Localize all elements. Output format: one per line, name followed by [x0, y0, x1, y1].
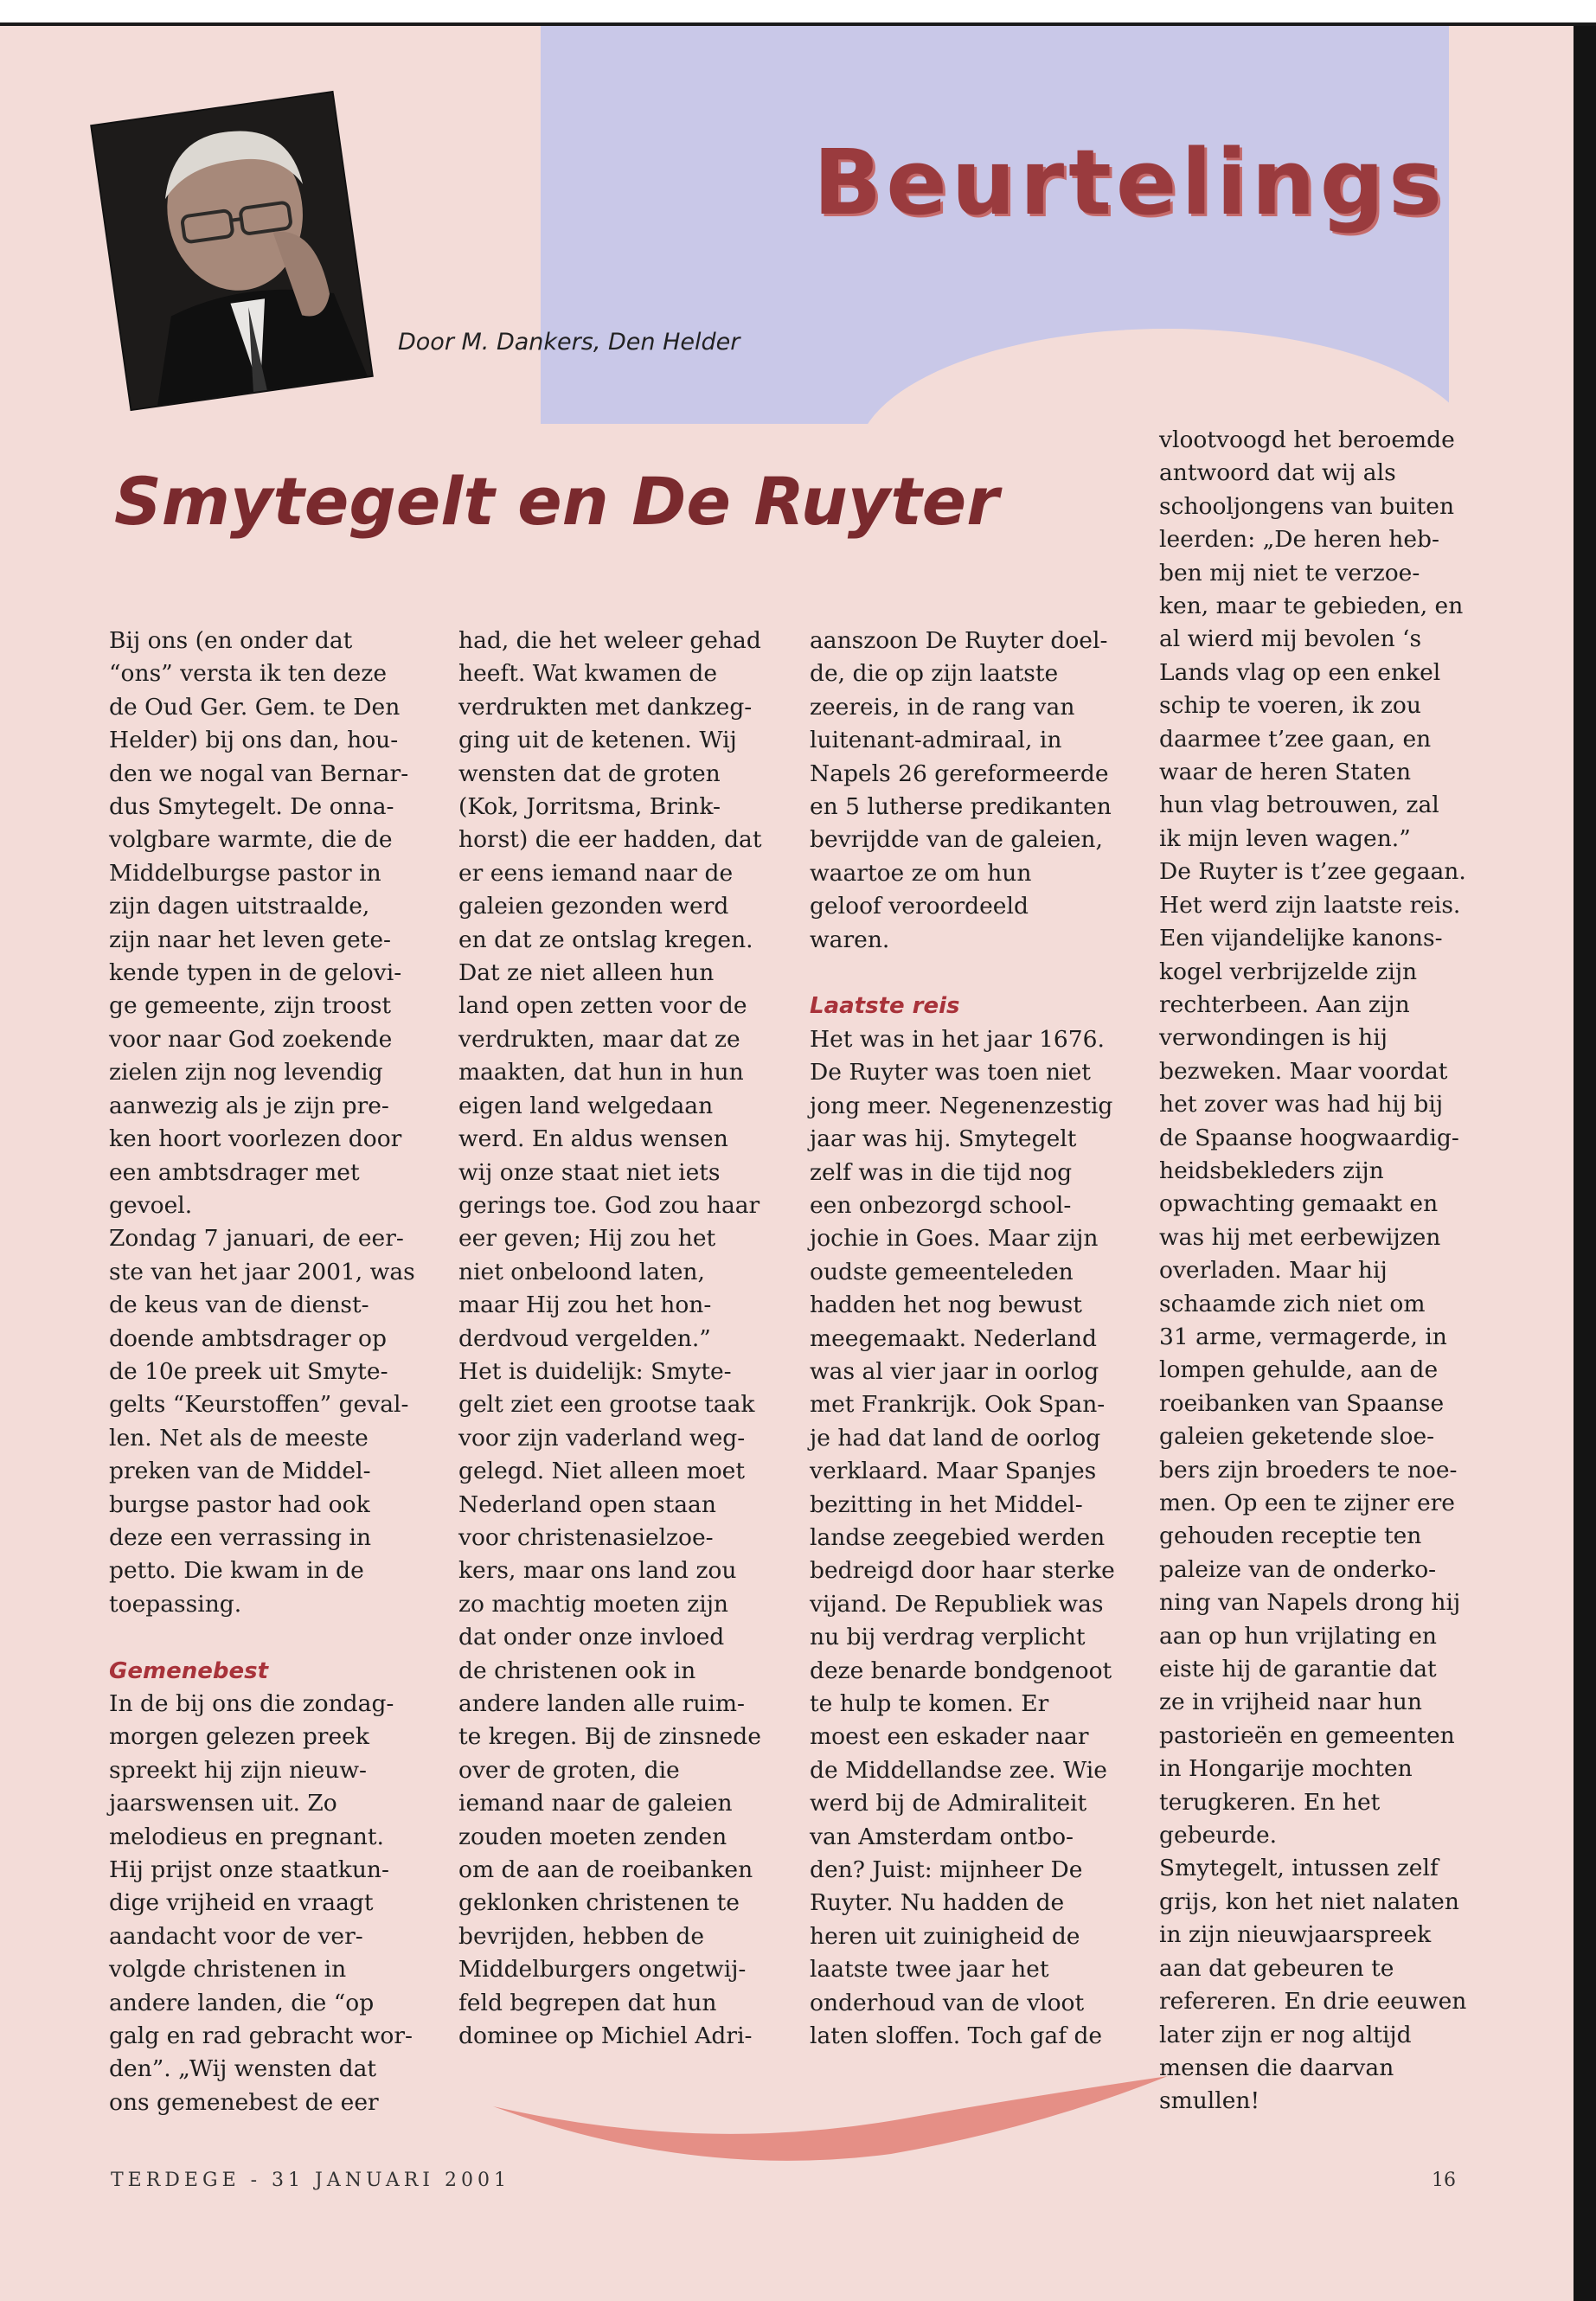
text-line: wij onze staat niet iets: [458, 1158, 721, 1186]
text-line: geklonken christenen te: [458, 1889, 740, 1917]
text-line: ze in vrijheid naar hun: [1159, 1689, 1422, 1716]
text-line: Een vijandelijke kanons-: [1159, 925, 1443, 952]
column-4: [1159, 424, 1471, 2118]
text-line: had, die het weleer gehad: [458, 627, 761, 654]
text-line: smullen!: [1159, 2087, 1260, 2115]
text-line: gebeurde.: [1159, 1822, 1278, 1849]
text-line: galeien gezonden werd: [458, 893, 729, 920]
column-3: [810, 625, 1125, 2053]
text-line: Bij ons (en onder dat: [109, 627, 353, 654]
right-edge-bar: [1574, 26, 1596, 2301]
text-line: pastorieën en gemeenten: [1159, 1721, 1455, 1749]
text-line: leerden: „De heren heb-: [1159, 526, 1439, 554]
text-line: voor christenasielzoe-: [458, 1523, 714, 1551]
text-line: voor naar God zoekende: [109, 1025, 393, 1053]
text-line: maakten, dat hun in hun: [458, 1059, 744, 1086]
text-line: vijand. De Republiek was: [810, 1590, 1104, 1618]
subheading: Laatste reis: [810, 993, 960, 1020]
text-line: grijs, kon het niet nalaten: [1159, 1888, 1459, 1915]
text-line: petto. Die kwam in de: [109, 1557, 364, 1585]
text-line: vlootvoogd het beroemde: [1159, 426, 1455, 453]
text-line: jaarswensen uit. Zo: [109, 1790, 337, 1817]
subheading: Gemenebest: [109, 1657, 268, 1684]
text-line: jaar was hij. Smytegelt: [810, 1125, 1077, 1153]
text-line: gehouden receptie ten: [1159, 1522, 1422, 1550]
text-line: bevrijden, hebben de: [458, 1922, 705, 1950]
decorative-swoosh: [484, 2059, 1176, 2189]
text-line: horst) die eer hadden, dat: [458, 826, 762, 854]
text-line: zo machtig moeten zijn: [458, 1590, 728, 1618]
text-line: Nederland open staan: [458, 1490, 716, 1518]
text-line: en dat ze ontslag kregen.: [458, 926, 753, 953]
text-line: was al vier jaar in oorlog: [810, 1357, 1099, 1385]
text-line: overladen. Maar hij: [1159, 1257, 1388, 1285]
text-line: bevrijdde van de galeien,: [810, 826, 1103, 854]
text-line: zijn dagen uitstraalde,: [109, 893, 370, 920]
text-line: galeien geketende sloe-: [1159, 1423, 1435, 1451]
text-line: Smytegelt, intussen zelf: [1159, 1855, 1439, 1882]
text-line: gelts “Keurstoffen” geval-: [109, 1391, 409, 1419]
text-line: men. Op een te zijner ere: [1159, 1490, 1455, 1516]
text-line: wensten dat de groten: [458, 760, 721, 787]
text-line: de christenen ook in: [458, 1657, 696, 1684]
blank-line: [810, 957, 1125, 990]
text-line: heren uit zuinigheid de: [810, 1922, 1080, 1950]
text-line: In de bij ons die zondag-: [109, 1690, 394, 1717]
text-line: verdrukten met dankzeg-: [458, 693, 753, 721]
text-line: zouden moeten zenden: [458, 1823, 727, 1850]
text-line: ben mij niet te verzoe-: [1159, 559, 1420, 586]
text-line: onderhoud van de vloot: [810, 1989, 1085, 2016]
text-line: schip te voeren, ik zou: [1159, 692, 1421, 720]
text-line: hadden het nog bewust: [810, 1292, 1082, 1319]
text-line: je had dat land de oorlog: [810, 1424, 1101, 1452]
text-line: werd. En aldus wensen: [458, 1125, 728, 1153]
text-line: bezitting in het Middel-: [810, 1490, 1083, 1518]
text-line: bedreigd door haar sterke: [810, 1557, 1115, 1585]
text-line: jong meer. Negenenzestig: [810, 1092, 1113, 1119]
text-line: ik mijn leven wagen.”: [1159, 824, 1411, 852]
text-line: jochie in Goes. Maar zijn: [810, 1225, 1099, 1253]
text-line: de Spaanse hoogwaardig-: [1159, 1124, 1459, 1151]
text-line: de Middellandse zee. Wie: [810, 1756, 1107, 1784]
text-line: Lands vlag op een enkel: [1159, 658, 1441, 686]
text-line: verklaard. Maar Spanjes: [810, 1458, 1097, 1485]
article-headline: Smytegelt en De Ruyter: [114, 463, 999, 540]
text-line: Dat ze niet alleen hun: [458, 959, 715, 987]
text-line: luitenant-admiraal, in: [810, 727, 1062, 754]
text-line: Middelburgers ongetwij-: [458, 1956, 747, 1984]
text-line: aanszoon De Ruyter doel-: [810, 627, 1108, 654]
text-line: Het is duidelijk: Smyte-: [458, 1357, 732, 1385]
text-line: moest een eskader naar: [810, 1723, 1089, 1751]
text-line: kers, maar ons land zou: [458, 1557, 737, 1585]
text-line: een ambtsdrager met: [109, 1158, 360, 1186]
text-line: aandacht voor de ver-: [109, 1922, 363, 1950]
text-line: terugkeren. En het: [1159, 1788, 1381, 1816]
text-line: Zondag 7 januari, de eer-: [109, 1225, 404, 1253]
text-line: andere landen alle ruim-: [458, 1690, 745, 1717]
text-line: landse zeegebied werden: [810, 1523, 1106, 1551]
text-line: deze een verrassing in: [109, 1523, 372, 1551]
text-line: ken, maar te gebieden, en: [1159, 593, 1464, 620]
text-line: ken hoort voorlezen door: [109, 1125, 402, 1153]
text-line: was hij met eerbewijzen: [1159, 1223, 1441, 1251]
text-line: zeereis, in de rang van: [810, 693, 1075, 721]
column-2: [458, 625, 774, 2053]
text-line: iemand naar de galeien: [458, 1790, 733, 1817]
text-line: ge gemeente, zijn troost: [109, 992, 392, 1020]
text-line: mensen die daarvan: [1159, 2054, 1394, 2081]
text-line: over de groten, die: [458, 1756, 680, 1784]
section-title: Beurtelings: [813, 130, 1447, 235]
text-line: te hulp te komen. Er: [810, 1690, 1049, 1717]
text-line: 31 arme, vermagerde, in: [1159, 1323, 1447, 1350]
text-line: maar Hij zou het hon-: [458, 1292, 712, 1319]
text-line: De Ruyter is t’zee gegaan.: [1159, 858, 1466, 886]
text-line: eigen land welgedaan: [458, 1092, 714, 1119]
text-line: voor zijn vaderland weg-: [458, 1424, 746, 1452]
text-line: bers zijn broeders te noe-: [1159, 1456, 1458, 1484]
text-line: dominee op Michiel Adri-: [458, 2022, 753, 2050]
text-line: Helder) bij ons dan, hou-: [109, 727, 399, 754]
text-line: volgbare warmte, die de: [109, 826, 393, 854]
text-line: niet onbeloond laten,: [458, 1258, 705, 1285]
text-line: den”. „Wij wensten dat: [109, 2055, 377, 2083]
text-line: gevoel.: [109, 1191, 193, 1219]
text-line: ging uit de ketenen. Wij: [458, 727, 737, 754]
text-line: Het werd zijn laatste reis.: [1159, 891, 1461, 919]
text-line: zielen zijn nog levendig: [109, 1059, 383, 1086]
text-line: den? Juist: mijnheer De: [810, 1856, 1083, 1884]
text-line: hun vlag betrouwen, zal: [1159, 792, 1439, 819]
blank-line: [109, 1621, 425, 1654]
text-line: den we nogal van Bernar-: [109, 760, 409, 787]
text-line: laatste twee jaar het: [810, 1956, 1049, 1984]
page-number: 16: [1432, 2170, 1456, 2191]
text-line: gelt ziet een grootse taak: [458, 1391, 755, 1419]
text-line: laten sloffen. Toch gaf de: [810, 2022, 1103, 2050]
text-line: gelegd. Niet alleen moet: [458, 1458, 746, 1485]
text-line: deze benarde bondgenoot: [810, 1657, 1112, 1684]
text-line: feld begrepen dat hun: [458, 1989, 717, 2016]
text-line: ste van het jaar 2001, was: [109, 1258, 415, 1285]
text-line: te kregen. Bij de zinsnede: [458, 1723, 761, 1751]
text-line: al wierd mij bevolen ‘s: [1159, 625, 1422, 653]
text-line: de keus van de dienst-: [109, 1292, 369, 1319]
text-line: de Oud Ger. Gem. te Den: [109, 693, 401, 721]
text-line: en 5 lutherse predikanten: [810, 793, 1112, 821]
text-line: land open zetten voor de: [458, 992, 747, 1020]
text-line: daarmee t’zee gaan, en: [1159, 725, 1432, 753]
text-line: het zover was had hij bij: [1159, 1091, 1444, 1118]
text-line: len. Net als de meeste: [109, 1424, 369, 1452]
text-line: Hij prijst onze staatkun-: [109, 1856, 389, 1884]
text-line: melodieus en pregnant.: [109, 1823, 384, 1850]
text-line: eer geven; Hij zou het: [458, 1225, 716, 1253]
text-line: rechterbeen. Aan zijn: [1159, 990, 1410, 1018]
text-line: derdvoud vergelden.”: [458, 1324, 711, 1352]
text-line: kende typen in de gelovi-: [109, 959, 402, 987]
text-line: eiste hij de garantie dat: [1159, 1656, 1437, 1683]
text-line: de 10e preek uit Smyte-: [109, 1357, 388, 1385]
text-line: Napels 26 gereformeerde: [810, 760, 1109, 787]
text-line: dige vrijheid en vraagt: [109, 1889, 374, 1917]
text-line: (Kok, Jorritsma, Brink-: [458, 793, 721, 821]
text-line: van Amsterdam ontbo-: [810, 1823, 1074, 1850]
text-line: toepassing.: [109, 1590, 242, 1618]
text-line: in zijn nieuwjaarspreek: [1159, 1921, 1432, 1949]
text-line: er eens iemand naar de: [458, 859, 734, 887]
text-line: preken van de Middel-: [109, 1458, 371, 1485]
text-line: dat onder onze invloed: [458, 1624, 725, 1651]
text-line: roeibanken van Spaanse: [1159, 1389, 1445, 1417]
text-line: antwoord dat wij als: [1159, 459, 1396, 487]
text-line: dus Smytegelt. De onna-: [109, 793, 394, 821]
text-line: met Frankrijk. Ook Span-: [810, 1391, 1106, 1419]
text-line: opwachting gemaakt en: [1159, 1190, 1439, 1218]
column-1: [109, 625, 425, 2119]
text-line: de, die op zijn laatste: [810, 660, 1059, 688]
text-line: morgen gelezen preek: [109, 1723, 369, 1751]
text-line: spreekt hij zijn nieuw-: [109, 1756, 367, 1784]
text-line: De Ruyter was toen niet: [810, 1059, 1091, 1086]
text-line: heeft. Wat kwamen de: [458, 660, 718, 688]
text-line: kogel verbrijzelde zijn: [1159, 958, 1418, 985]
text-line: in Hongarije mochten: [1159, 1755, 1413, 1783]
text-line: doende ambtsdrager op: [109, 1324, 387, 1352]
text-line: heidsbekleders zijn: [1159, 1157, 1384, 1184]
text-line: aanwezig als je zijn pre-: [109, 1092, 389, 1119]
text-line: paleize van de onderko-: [1159, 1555, 1437, 1583]
text-line: zijn naar het leven gete-: [109, 926, 391, 953]
text-line: meegemaakt. Nederland: [810, 1324, 1097, 1352]
text-line: waren.: [810, 926, 890, 953]
text-line: Het was in het jaar 1676.: [810, 1025, 1105, 1053]
text-line: andere landen, die “op: [109, 1989, 375, 2016]
text-line: verdrukten, maar dat ze: [458, 1025, 740, 1053]
text-line: Middelburgse pastor in: [109, 859, 381, 887]
author-photo: [92, 93, 371, 409]
text-line: later zijn er nog altijd: [1159, 2021, 1412, 2048]
text-line: waar de heren Staten: [1159, 759, 1412, 786]
text-line: burgse pastor had ook: [109, 1490, 370, 1518]
text-line: waartoe ze om hun: [810, 859, 1032, 887]
text-line: oudste gemeenteleden: [810, 1258, 1074, 1285]
text-line: bezweken. Maar voordat: [1159, 1057, 1448, 1085]
text-line: nu bij verdrag verplicht: [810, 1624, 1086, 1651]
text-line: verwondingen is hij: [1159, 1024, 1388, 1052]
text-line: geloof veroordeeld: [810, 893, 1029, 920]
text-line: Ruyter. Nu hadden de: [810, 1889, 1065, 1917]
text-line: galg en rad gebracht wor-: [109, 2022, 413, 2050]
text-line: ons gemenebest de eer: [109, 2088, 379, 2116]
text-line: om de aan de roeibanken: [458, 1856, 753, 1884]
text-line: zelf was in die tijd nog: [810, 1158, 1073, 1186]
text-line: schaamde zich niet om: [1159, 1290, 1426, 1317]
text-line: lompen gehulde, aan de: [1159, 1356, 1439, 1384]
footer-publication: TERDEGE - 31 JANUARI 2001: [111, 2170, 510, 2191]
text-line: schooljongens van buiten: [1159, 492, 1455, 520]
text-line: aan op hun vrijlating en: [1159, 1622, 1437, 1650]
text-line: werd bij de Admiraliteit: [810, 1790, 1087, 1817]
text-line: volgde christenen in: [109, 1956, 347, 1984]
byline: Door M. Dankers, Den Helder: [398, 329, 740, 356]
text-line: refereren. En drie eeuwen: [1159, 1988, 1467, 2016]
text-line: ning van Napels drong hij: [1159, 1589, 1461, 1617]
text-line: aan dat gebeuren te: [1159, 1954, 1394, 1982]
text-line: gerings toe. God zou haar: [458, 1191, 760, 1219]
text-line: een onbezorgd school-: [810, 1191, 1072, 1219]
text-line: “ons” versta ik ten deze: [109, 660, 388, 688]
